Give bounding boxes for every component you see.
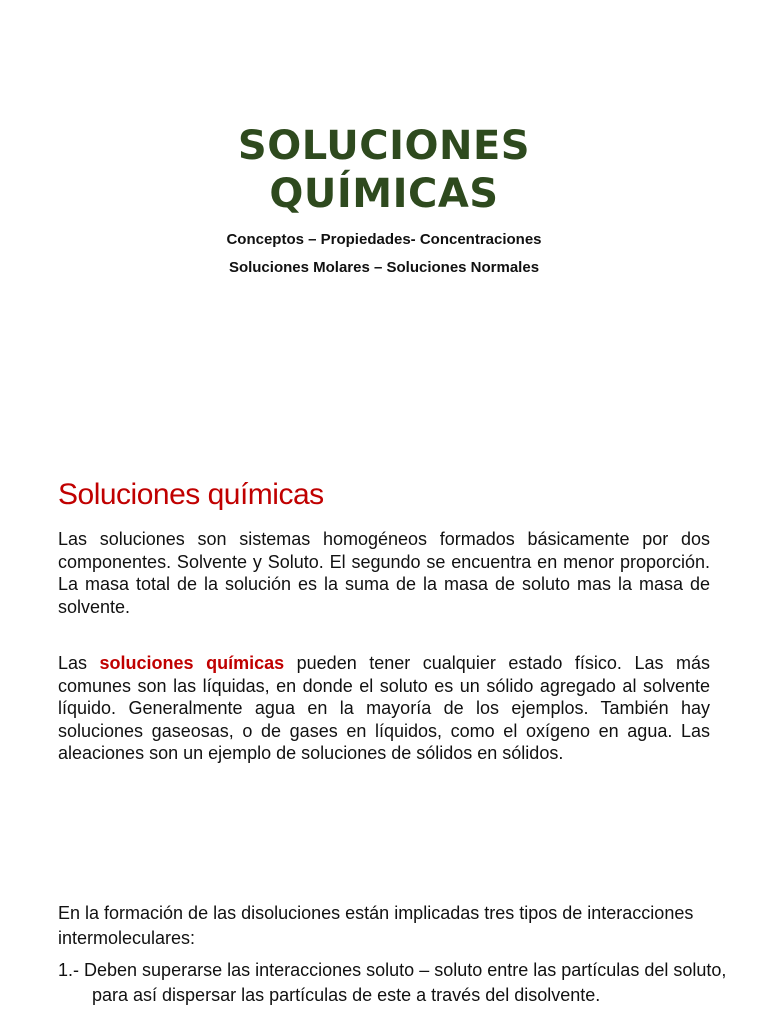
subtitle-solutions: Soluciones Molares – Soluciones Normales bbox=[228, 259, 540, 276]
list-item: 1.- Deben superarse las interacciones soluto – soluto entre las partículas del soluto, para así dispersar las partículas de este a través del disolvente. bbox=[58, 960, 727, 1005]
paragraph-states-rest: pueden tener cualquier estado físico. Las más comunes son las líquidas, en donde el soluto es un sólido agregado al solvente líquido. Generalmente agua en la mayoría de los ejemplos. También hay soluciones gaseosas, o de gases en líquidos, como el oxígeno en agua. Las aleaciones son un ejemplo de soluciones de sólidos en sólidos. bbox=[58, 653, 710, 763]
paragraph-interactions: En la formación de las disoluciones están implicadas tres tipos de interacciones intermoleculares: bbox=[58, 903, 694, 948]
section-heading: Soluciones químicas bbox=[58, 478, 324, 511]
subtitle-concepts: Conceptos – Propiedades- Concentraciones bbox=[226, 231, 542, 248]
paragraph-states-start: Las bbox=[58, 653, 100, 673]
title-slide bbox=[0, 0, 768, 440]
highlight-term: soluciones químicas bbox=[99, 653, 285, 673]
main-title-line-1: SOLUCIONES bbox=[237, 123, 531, 169]
main-title-line-2: QUÍMICAS bbox=[269, 171, 499, 217]
content-slide bbox=[0, 440, 768, 1024]
main-title bbox=[0, 122, 768, 218]
paragraph-states bbox=[58, 652, 710, 765]
paragraph-definition: Las soluciones son sistemas homogéneos formados básicamente por dos componentes. Solvente y Soluto. El segundo se encuentra en menor proporción. La masa total de la solución es la suma de la masa de soluto mas la masa de solvente. bbox=[58, 529, 710, 617]
